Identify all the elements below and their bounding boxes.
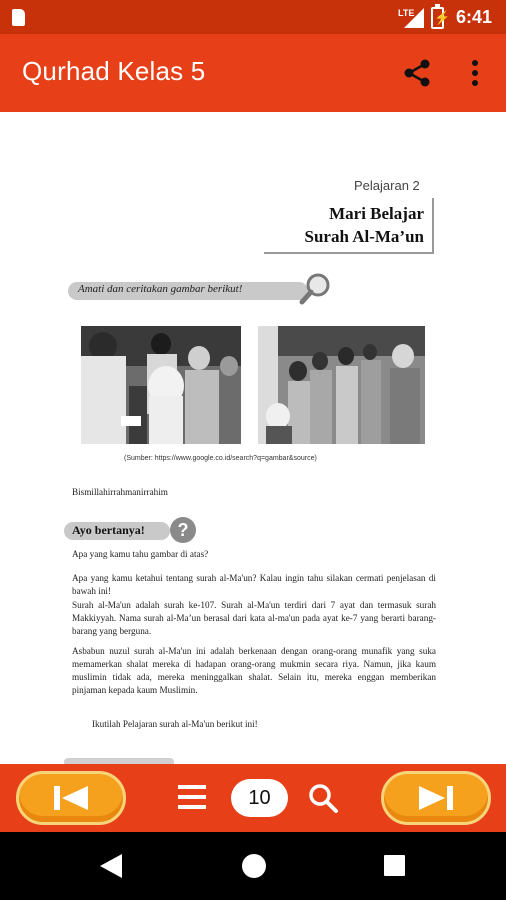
magnifier-icon [298,272,334,306]
bottom-toolbar [0,764,506,832]
lesson-title-box [264,198,434,254]
menu-icon[interactable] [178,784,206,810]
paragraph-4: Ikutilah Pelajaran surah al-Ma'un berikut ini! [92,719,258,729]
paragraph-1: Apa yang kamu ketahui tentang surah al-Ma'un? Kalau ingin tahu silakan cermati penjelasan di bawah ini! [72,573,436,596]
bismillah: Bismillahirrahmanirrahim [72,487,168,497]
share-icon[interactable] [402,58,432,88]
paragraph-3: Asbabun nuzul surah al-Ma'un ini adalah berkenaan dengan orang-orang munafik yang suka memamerkan shalat mereka di hadapan orang-orang mukmin secara riya. Namun, jika kaum muslimin tidak ada, mereka meninggalkan shalat. Selain itu, mereka enggan memberikan pinjaman kepada kaum Muslimin. [72,646,436,695]
home-icon[interactable] [242,854,266,878]
lesson-number: Pelajaran 2 [354,178,420,193]
more-vert-icon[interactable] [463,58,487,88]
app-title: Qurhad Kelas 5 [22,56,206,86]
page-number-field[interactable]: 10 [231,779,288,817]
photo-charity-left [81,326,241,444]
skip-previous-icon [52,784,90,812]
ask-heading: Ayo bertanya! [72,523,145,537]
network-type: LTE [398,8,415,18]
search-icon[interactable] [307,782,339,814]
back-icon[interactable] [98,852,124,880]
image-caption: (Sumber: https://www.google.co.id/search?q=gambar&source) [124,455,317,462]
sd-card-icon [12,9,25,26]
observe-banner [68,282,308,300]
ask-banner [64,522,170,540]
previous-page-button[interactable] [16,771,126,825]
question-1: Apa yang kamu tahu gambar di atas? [72,549,209,559]
app-bar [0,34,506,112]
skip-next-icon [417,784,455,812]
lesson-title: Mari Belajar Surah Al-Ma’un [304,204,424,246]
next-page-button[interactable] [381,771,491,825]
paragraph-2: Surah al-Ma'un adalah surah ke-107. Surah al-Ma'un terdiri dari 7 ayat dan termasuk surah Makkiyyah. Nama surah al-Ma’un berasal dari kata al-ma'un pada ayat ke-7 yang berarti barang-barang yang berguna. [72,600,436,636]
status-bar [0,0,506,34]
observe-label: Amati dan ceritakan gambar berikut! [78,283,243,295]
system-nav-bar [0,832,506,900]
clock: 6:41 [456,7,493,27]
photo-charity-right [258,326,425,444]
battery-icon: ⚡ [431,7,444,29]
book-page[interactable] [0,112,506,764]
signal-icon [404,8,424,28]
question-icon: ? [170,517,196,543]
recents-icon[interactable] [384,855,405,876]
